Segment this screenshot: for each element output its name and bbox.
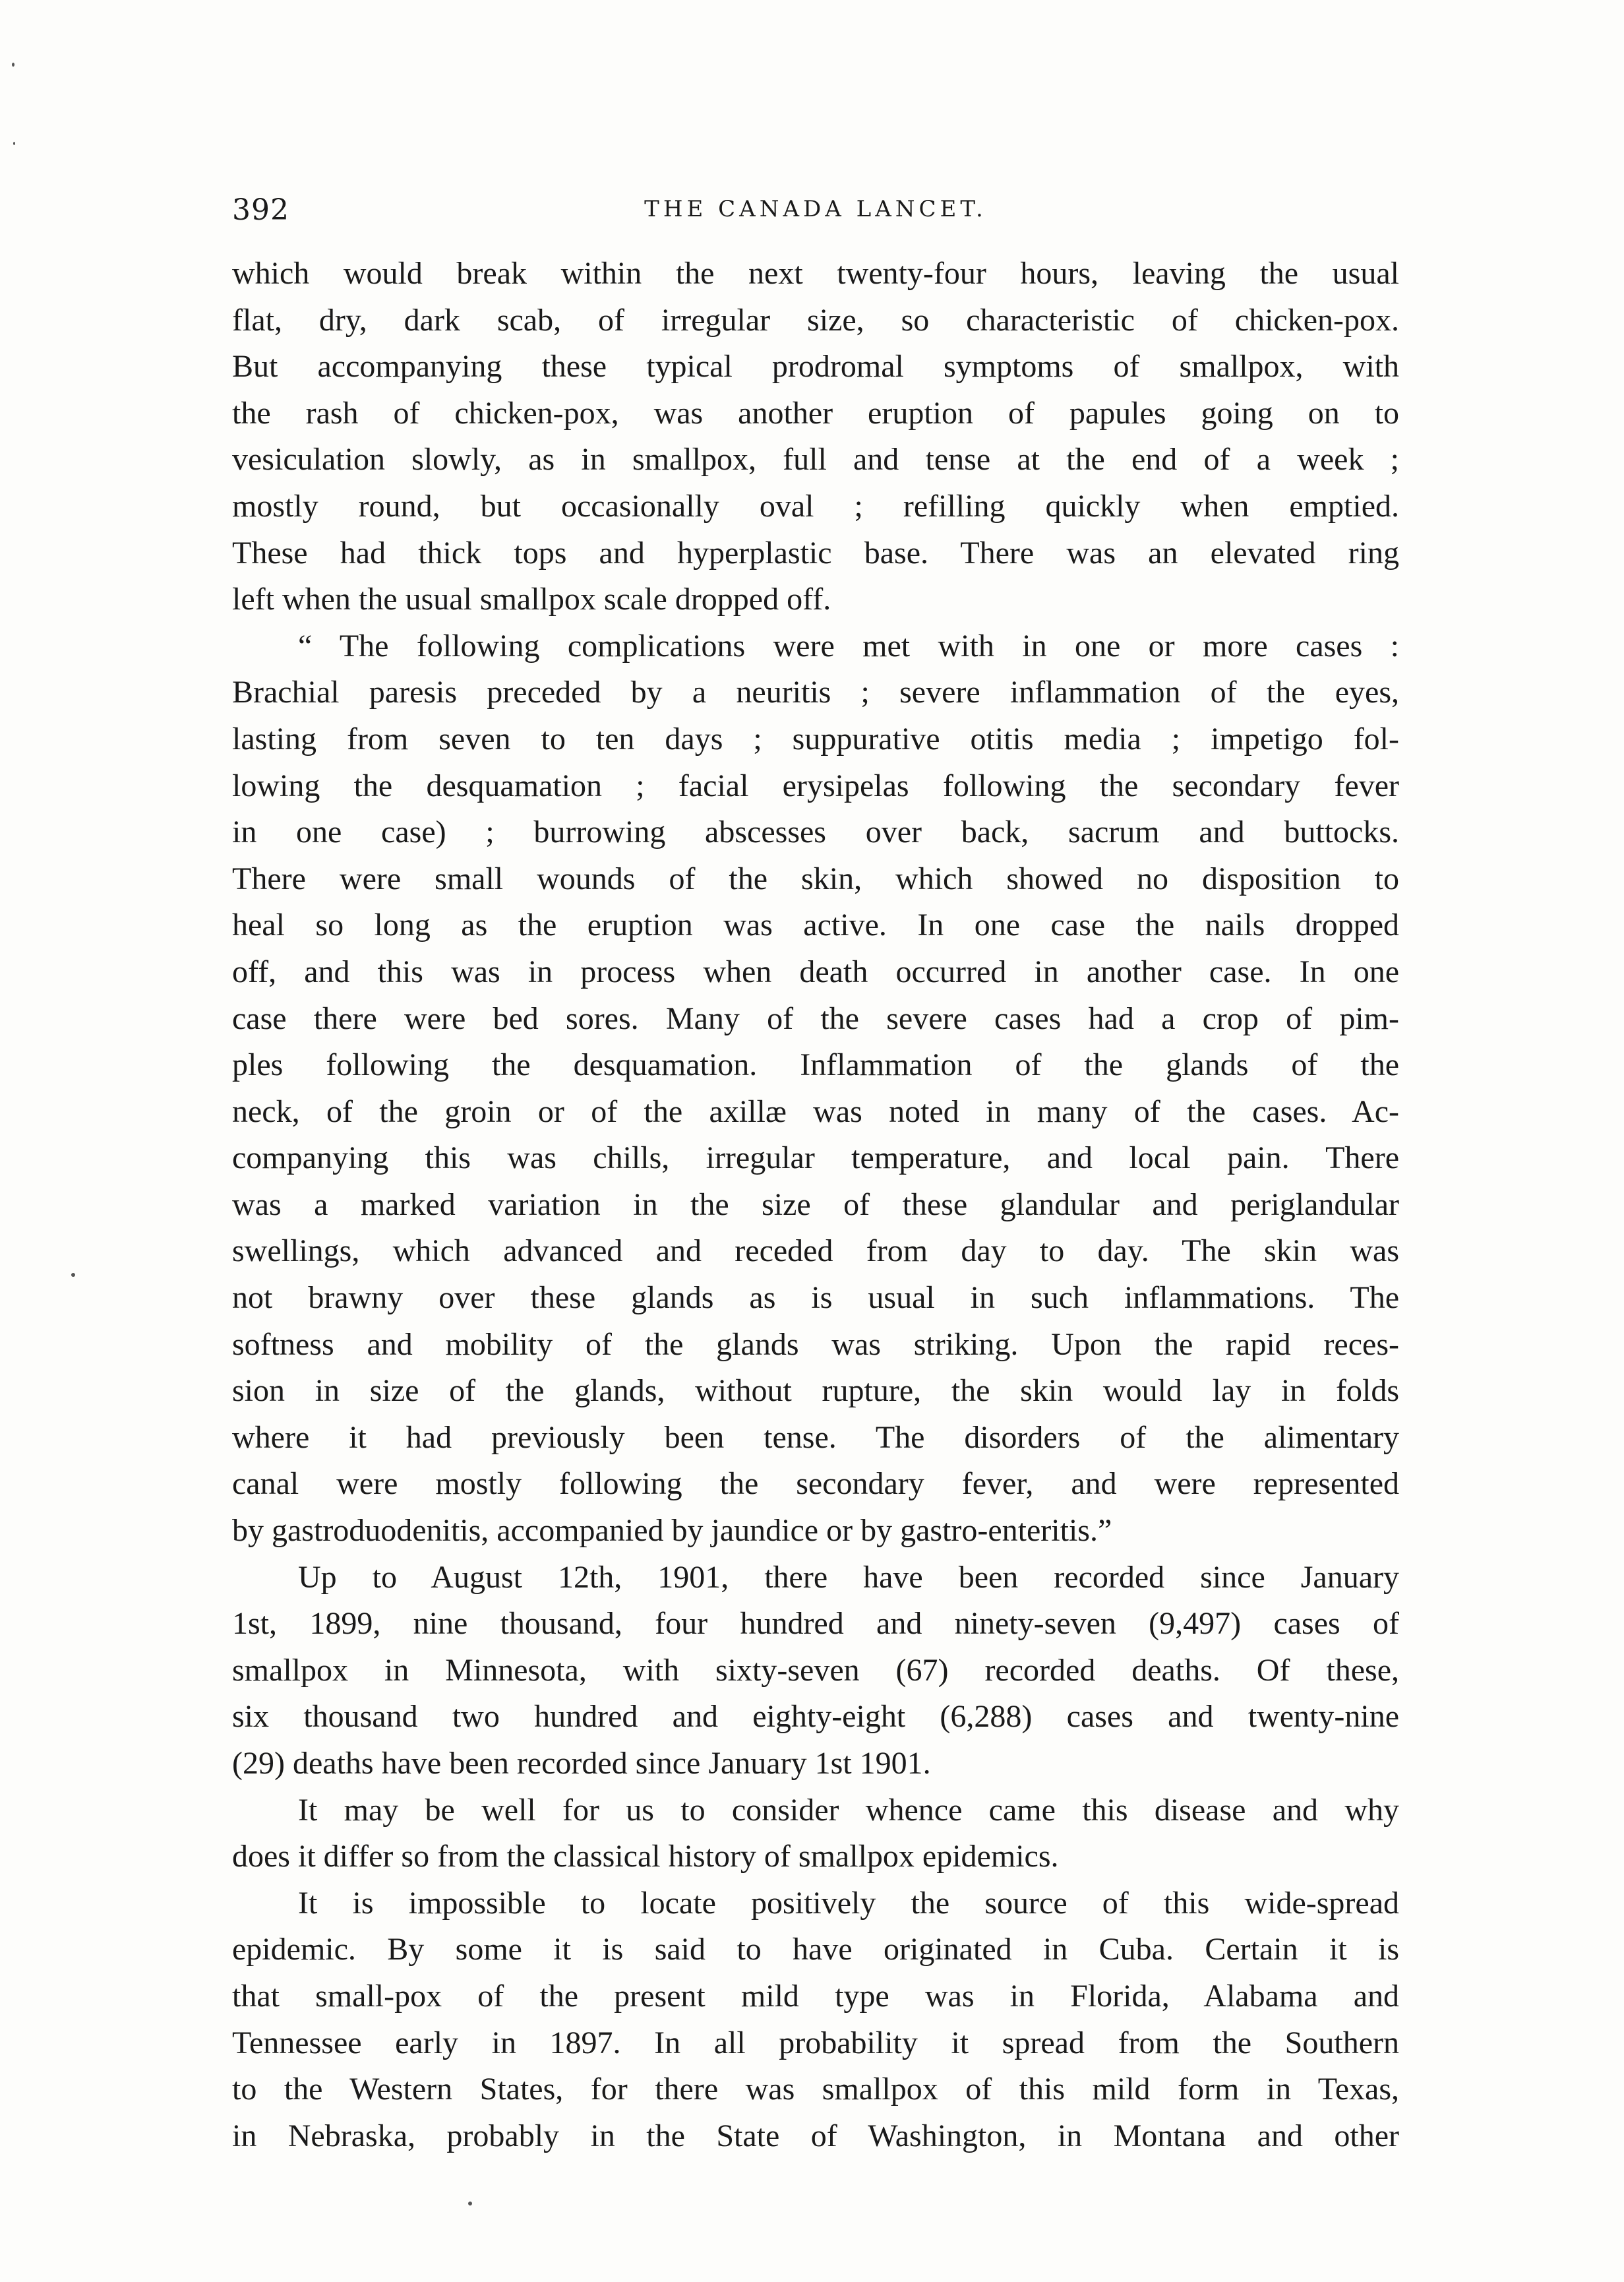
body-text: [232, 251, 1399, 2159]
text-line: There were small wounds of the skin, which showed no disposition to: [232, 861, 1399, 896]
text-line: where it had previously been tense. The disorders of the alimentary: [232, 1419, 1399, 1455]
text-line: vesiculation slowly, as in smallpox, full and tense at the end of a week ;: [232, 442, 1399, 478]
text-line: heal so long as the eruption was active. In one case the nails dropped: [232, 908, 1399, 943]
text-line: case there were bed sores. Many of the severe cases had a crop of pim-: [232, 1001, 1399, 1036]
paragraph-start: It is impossible to locate positively the source of this wide-spread: [298, 1885, 1399, 1921]
text-line: in Nebraska, probably in the State of Washington, in Montana and other: [232, 2118, 1399, 2153]
paragraph-start: “ The following complications were met with in one or more cases :: [298, 628, 1399, 663]
text-line: off, and this was in process when death occurred in another case. In one: [232, 954, 1399, 989]
paragraph-start: It may be well for us to consider whence came this disease and why: [298, 1792, 1399, 1828]
text-line: But accompanying these typical prodromal symptoms of smallpox, with: [232, 349, 1399, 385]
text-line: Brachial paresis preceded by a neuritis ; severe inflammation of the eyes,: [232, 675, 1399, 710]
scan-speck: [468, 2202, 472, 2205]
text-line: companying this was chills, irregular temperature, and local pain. There: [232, 1140, 1399, 1176]
text-line: Tennessee early in 1897. In all probability it spread from the Southern: [232, 2025, 1399, 2060]
text-line: left when the usual smallpox scale dropped off.: [232, 582, 831, 617]
text-line: six thousand two hundred and eighty-eight (6,288) cases and twenty-nine: [232, 1699, 1399, 1735]
paragraph-start: Up to August 12th, 1901, there have been recorded since January: [298, 1559, 1399, 1595]
text-line: 1st, 1899, nine thousand, four hundred and ninety-seven (9,497) cases of: [232, 1606, 1399, 1642]
text-line: the rash of chicken-pox, was another eruption of papules going on to: [232, 395, 1399, 431]
text-line: mostly round, but occasionally oval ; refilling quickly when emptied.: [232, 488, 1399, 524]
scan-speck: [12, 63, 15, 67]
text-line: which would break within the next twenty-four hours, leaving the usual: [232, 256, 1399, 291]
text-line: epidemic. By some it is said to have originated in Cuba. Certain it is: [232, 1932, 1399, 1967]
text-line: smallpox in Minnesota, with sixty-seven (67) recorded deaths. Of these,: [232, 1652, 1399, 1688]
text-line: was a marked variation in the size of these glandular and periglandular: [232, 1187, 1399, 1222]
running-title: THE CANADA LANCET.: [644, 196, 987, 222]
text-line: not brawny over these glands as is usual in such inflammations. The: [232, 1280, 1399, 1316]
text-line: swellings, which advanced and receded from day to day. The skin was: [232, 1233, 1399, 1269]
page-number: 392: [232, 193, 289, 227]
text-line: by gastroduodenitis, accompanied by jaundice or by gastro-enteritis.”: [232, 1513, 1112, 1549]
text-line: neck, of the groin or of the axillæ was noted in many of the cases. Ac-: [232, 1094, 1399, 1129]
text-line: does it differ so from the classical history of smallpox epidemics.: [232, 1839, 1059, 1874]
scan-speck: [13, 142, 15, 145]
text-line: flat, dry, dark scab, of irregular size, so characteristic of chicken-pox.: [232, 302, 1399, 338]
text-line: (29) deaths have been recorded since January 1st 1901.: [232, 1746, 931, 1781]
page-header: [232, 193, 1399, 233]
text-line: lasting from seven to ten days ; suppurative otitis media ; impetigo fol-: [232, 721, 1399, 756]
text-line: sion in size of the glands, without rupture, the skin would lay in folds: [232, 1373, 1399, 1409]
scan-speck: [71, 1273, 75, 1277]
text-line: in one case) ; burrowing abscesses over back, sacrum and buttocks.: [232, 815, 1399, 850]
text-line: that small-pox of the present mild type was in Florida, Alabama and: [232, 1978, 1399, 2014]
text-line: canal were mostly following the secondary fever, and were represented: [232, 1466, 1399, 1502]
text-line: lowing the desquamation ; facial erysipelas following the secondary fever: [232, 768, 1399, 803]
text-line: to the Western States, for there was smallpox of this mild form in Texas,: [232, 2072, 1399, 2107]
text-line: These had thick tops and hyperplastic base. There was an elevated ring: [232, 535, 1399, 570]
text-line: softness and mobility of the glands was striking. Upon the rapid reces-: [232, 1326, 1399, 1362]
text-line: ples following the desquamation. Inflammation of the glands of the: [232, 1047, 1399, 1083]
